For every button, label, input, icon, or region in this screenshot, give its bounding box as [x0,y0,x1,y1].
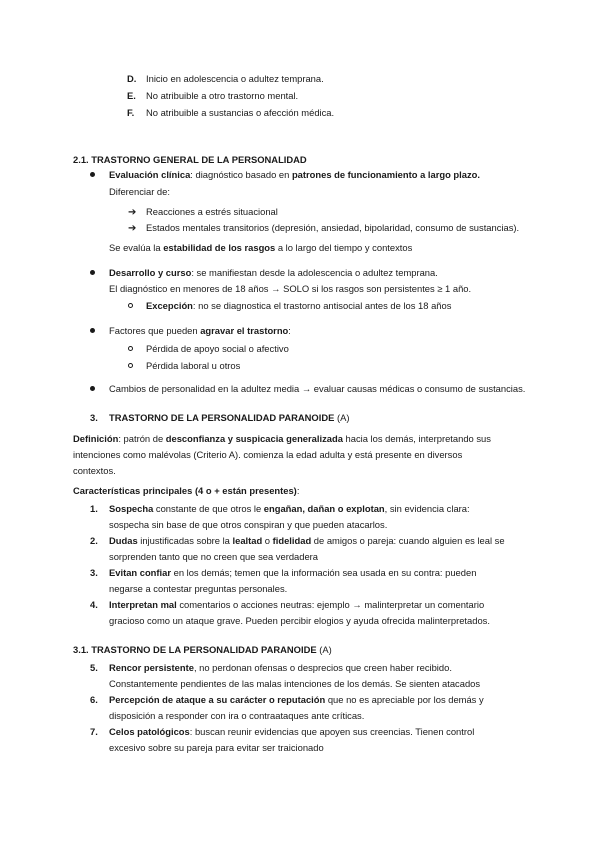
bold-run: Percepción de ataque a su carácter o reputación [109,694,326,705]
bullet-icon [90,386,95,391]
item-number: 3. [90,567,98,578]
numbered-item-line-2: disposición a responder con ira o contraataques ante críticas. [109,710,365,721]
development-label: Desarrollo y curso [109,267,192,278]
stability-line [109,239,412,256]
changes-line: Cambios de personalidad en la adultez media → evaluar causas médicas o consumo de sustancias. [109,383,526,394]
eval-text: : diagnóstico basado en [190,169,292,180]
exception-text: : no se diagnostica el trastorno antisocial antes de los 18 años [192,300,452,311]
text-run: o [262,535,273,546]
item-number: 4. [90,599,98,610]
aggravate-item: Pérdida laboral u otros [146,360,241,371]
text-run: , no perdonan ofensas o desprecios que creen haber recibido. [193,662,452,673]
hollow-bullet-icon [128,363,133,368]
section-3-1-heading-bold: 3.1. TRASTORNO DE LA PERSONALIDAD PARANOIDE [73,644,317,655]
eval-label: Evaluación clínica [109,169,191,180]
criterion-letter-f: F. [127,107,135,118]
section-3-heading [109,409,349,426]
definition-line-3: contextos. [73,465,116,476]
numbered-item-line-2: sorprenden tanto que no creen que sea verdadera [109,551,319,562]
arrow-right-icon: ➔ [128,207,137,218]
numbered-item-line [109,596,484,613]
text-run: comentarios o acciones neutras: ejemplo → malinterpretar un comentario [176,599,485,610]
exception-line [146,297,451,314]
development-text: : se manifiestan desde la adolescencia o adultez temprana. [191,267,438,278]
text-run: : buscan reunir evidencias que apoyen sus creencias. Tienen control [189,726,475,737]
bold-run: Dudas [109,535,138,546]
development-line-2: El diagnóstico en menores de 18 años → SOLO si los rasgos son persistentes ≥ 1 año. [109,283,472,294]
eval-line [109,166,480,183]
characteristics-rest: : [296,485,300,496]
bullet-icon [90,328,95,333]
item-number: 1. [90,503,98,514]
arrow-item: Estados mentales transitorios (depresión, ansiedad, bipolaridad, consumo de sustancias). [146,222,520,233]
criterion-text-d: Inicio en adolescencia o adultez temprana. [146,73,324,84]
bold-run: Rencor persistente [109,662,194,673]
numbered-item-line [109,500,470,517]
bold-run: Interpretan mal [109,599,177,610]
item-number: 6. [90,694,98,705]
bold-run: engañan, dañan o explotan [263,503,385,514]
arrow-item: Reacciones a estrés situacional [146,206,278,217]
definition-line [73,430,491,447]
hollow-bullet-icon [128,303,133,308]
bold-run: Celos patológicos [109,726,190,737]
section-3-heading-bold: TRASTORNO DE LA PERSONALIDAD PARANOIDE [109,412,335,423]
numbered-item-line-2: gracioso como un ataque grave. Pueden percibir elogios y ayuda ofrecida malinterpretados. [109,615,490,626]
item-number: 2. [90,535,98,546]
stability-text-a: Se evalúa la [109,242,164,253]
section-3-number: 3. [90,412,98,423]
numbered-item-line [109,659,452,676]
text-run: , sin evidencia clara: [384,503,470,514]
bold-run: fidelidad [272,535,312,546]
aggravate-text-a: Factores que pueden [109,325,201,336]
aggravate-bold: agravar el trastorno [200,325,289,336]
numbered-item-line-2: excesivo sobre su pareja para evitar ser traicionado [109,742,324,753]
numbered-item-line [109,532,505,549]
text-run: injustificadas sobre la [137,535,233,546]
exception-label: Excepción [146,300,193,311]
section-3-1-heading [73,641,332,658]
stability-text-b: a lo largo del tiempo y contextos [275,242,413,253]
numbered-item-line-2: Constantemente pendientes de las malas intenciones de los demás. Se sienten atacados [109,678,481,689]
numbered-item-line [109,691,484,708]
definition-line-2: intenciones como malévolas (Criterio A). comienza la edad adulta y está presente en diversos [73,449,463,460]
criterion-text-e: No atribuible a otro trastorno mental. [146,90,299,101]
bold-run: Sospecha [109,503,154,514]
eval-bold: patrones de funcionamiento a largo plazo. [291,169,480,180]
bold-run: Evitan confiar [109,567,171,578]
characteristics-heading [73,482,299,499]
numbered-item-line-2: negarse a contestar preguntas personales. [109,583,288,594]
diferenciar-label: Diferenciar de: [109,186,170,197]
definition-bold: desconfianza y suspicacia generalizada [165,433,343,444]
text-run: de amigos o pareja: cuando alguien es leal se [311,535,505,546]
aggravate-item: Pérdida de apoyo social o afectivo [146,343,289,354]
numbered-item-line-2: sospecha sin base de que otros conspiran y que pueden atacarlos. [109,519,388,530]
development-line [109,264,438,281]
definition-text-b: hacia los demás, interpretando sus [342,433,491,444]
criterion-letter-e: E. [127,90,136,101]
aggravate-line [109,322,291,339]
text-run: que no es apreciable por los demás y [325,694,484,705]
numbered-item-line [109,564,476,581]
bold-run: lealtad [232,535,263,546]
hollow-bullet-icon [128,346,133,351]
aggravate-text-b: : [288,325,291,336]
arrow-right-icon: ➔ [128,223,137,234]
bullet-icon [90,270,95,275]
criterion-text-f: No atribuible a sustancias o afección médica. [146,107,335,118]
bullet-icon [90,172,95,177]
section-3-heading-rest: (A) [334,412,350,423]
item-number: 7. [90,726,98,737]
text-run: constante de que otros le [153,503,264,514]
section-3-1-heading-rest: (A) [316,644,332,655]
section-2-1-heading: 2.1. TRASTORNO GENERAL DE LA PERSONALIDAD [73,154,307,165]
definition-text-a: : patrón de [118,433,166,444]
definition-label: Definición [73,433,119,444]
item-number: 5. [90,662,98,673]
criterion-letter-d: D. [127,73,137,84]
stability-bold: estabilidad de los rasgos [163,242,276,253]
text-run: en los demás; temen que la información sea usada en su contra: pueden [171,567,477,578]
numbered-item-line [109,723,474,740]
characteristics-bold: Características principales (4 o + están presentes) [73,485,297,496]
